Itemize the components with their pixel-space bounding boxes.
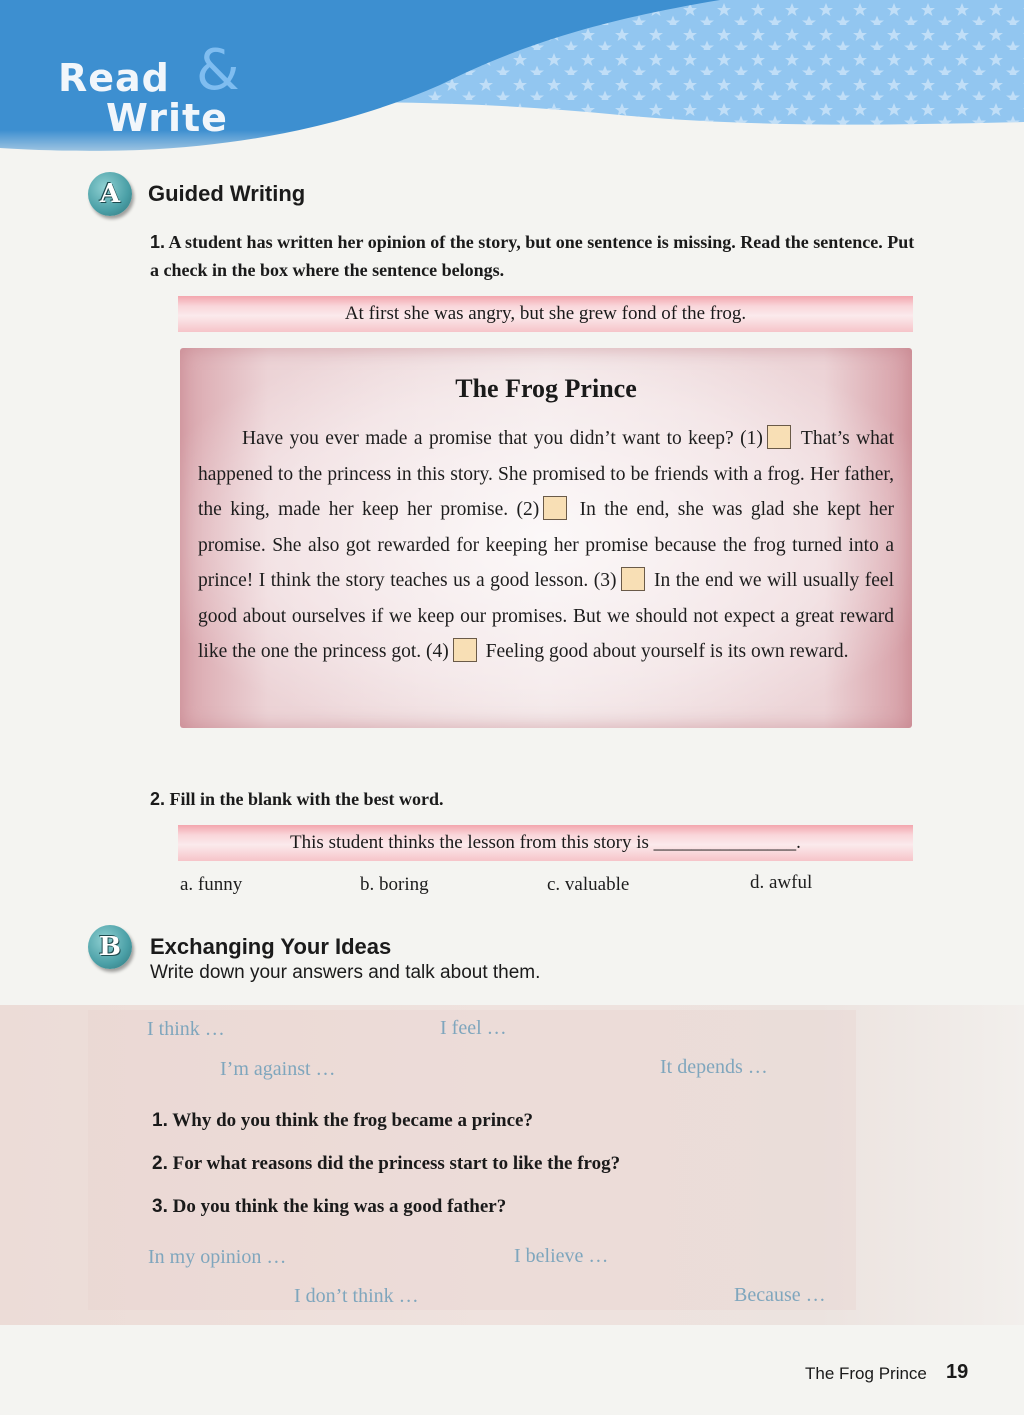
question-2-number: 2. [150,789,166,809]
section-a-badge: A [88,172,132,216]
story-segment: Have you ever made a promise that you didn’t want to keep? (1) [242,428,763,449]
story-segment: In the end, she was glad she kept her promise. She also got rewarded for keeping her promise because the frog turned into a prince! I think the story teaches us a good lesson. (3) [198,499,894,591]
story-text [198,421,894,670]
checkbox-3[interactable] [621,567,645,591]
story-box [180,348,912,728]
story-title: The Frog Prince [455,374,637,403]
question-1-number: 1. [150,232,166,252]
footer-chapter-title: The Frog Prince [805,1364,927,1383]
discussion-question-3 [152,1196,506,1218]
discussion-question-1 [152,1110,533,1132]
phrase-because: Because … [734,1284,826,1306]
page-number: 19 [946,1361,969,1383]
question-1-instruction [150,228,920,284]
story-segment: That’s what happened to the princess in this story. She promised to be friends with a frog. Her father, the king, made her keep her promise. (2) [198,428,894,520]
option-c[interactable]: c. valuable [547,874,630,895]
phrase-i-believe: I believe … [514,1245,609,1267]
fill-blank-strip [178,825,913,861]
question-2-instruction [150,785,444,813]
section-a-title: Guided Writing [148,181,306,206]
phrase-im-against: I’m against … [220,1058,336,1080]
phrase-i-dont-think: I don’t think … [294,1285,419,1307]
discussion-question-text: Why do you think the frog became a prince? [172,1110,533,1131]
header-title-write: Write [106,96,228,140]
page-header [0,0,1024,170]
discussion-question-number: 3. [152,1196,168,1217]
header-title-read: Read [58,56,170,100]
checkbox-2[interactable] [543,496,567,520]
missing-sentence: At first she was angry, but she grew fond of the frog. [344,303,747,324]
section-b-badge: B [88,925,132,969]
option-d[interactable]: d. awful [750,872,813,893]
phrase-i-feel: I feel … [440,1017,507,1039]
phrase-i-think: I think … [147,1018,225,1040]
discussion-question-number: 2. [152,1153,168,1174]
discussion-question-text: Do you think the king was a good father? [172,1196,507,1217]
checkbox-1[interactable] [767,425,791,449]
phrase-in-my-opinion: In my opinion … [148,1246,287,1268]
discussion-question-number: 1. [152,1110,168,1131]
story-segment: Feeling good about yourself is its own reward. [485,641,849,662]
missing-sentence-strip [178,296,913,332]
fill-blank-sentence: This student thinks the lesson from this story is _______________. [290,832,801,853]
option-a[interactable]: a. funny [180,874,243,895]
question-1-text: A student has written her opinion of the story, but one sentence is missing. Read the sentence. Put a check in the box where the sentence belongs. [150,232,915,280]
discussion-question-2 [152,1153,620,1175]
section-b-subtitle: Write down your answers and talk about them. [150,962,541,983]
answer-options [0,874,1024,904]
story-segment: In the end we will usually feel good about ourselves if we keep our promises. But we should not expect a great reward like the one the princess got. (4) [198,570,894,662]
section-b-title: Exchanging Your Ideas [150,934,392,959]
discussion-question-text: For what reasons did the princess start to like the frog? [172,1153,621,1174]
checkbox-4[interactable] [453,638,477,662]
header-title-ampersand: & [196,38,240,103]
question-2-text: Fill in the blank with the best word. [169,789,444,809]
phrase-it-depends: It depends … [660,1056,768,1078]
option-b[interactable]: b. boring [360,874,429,895]
